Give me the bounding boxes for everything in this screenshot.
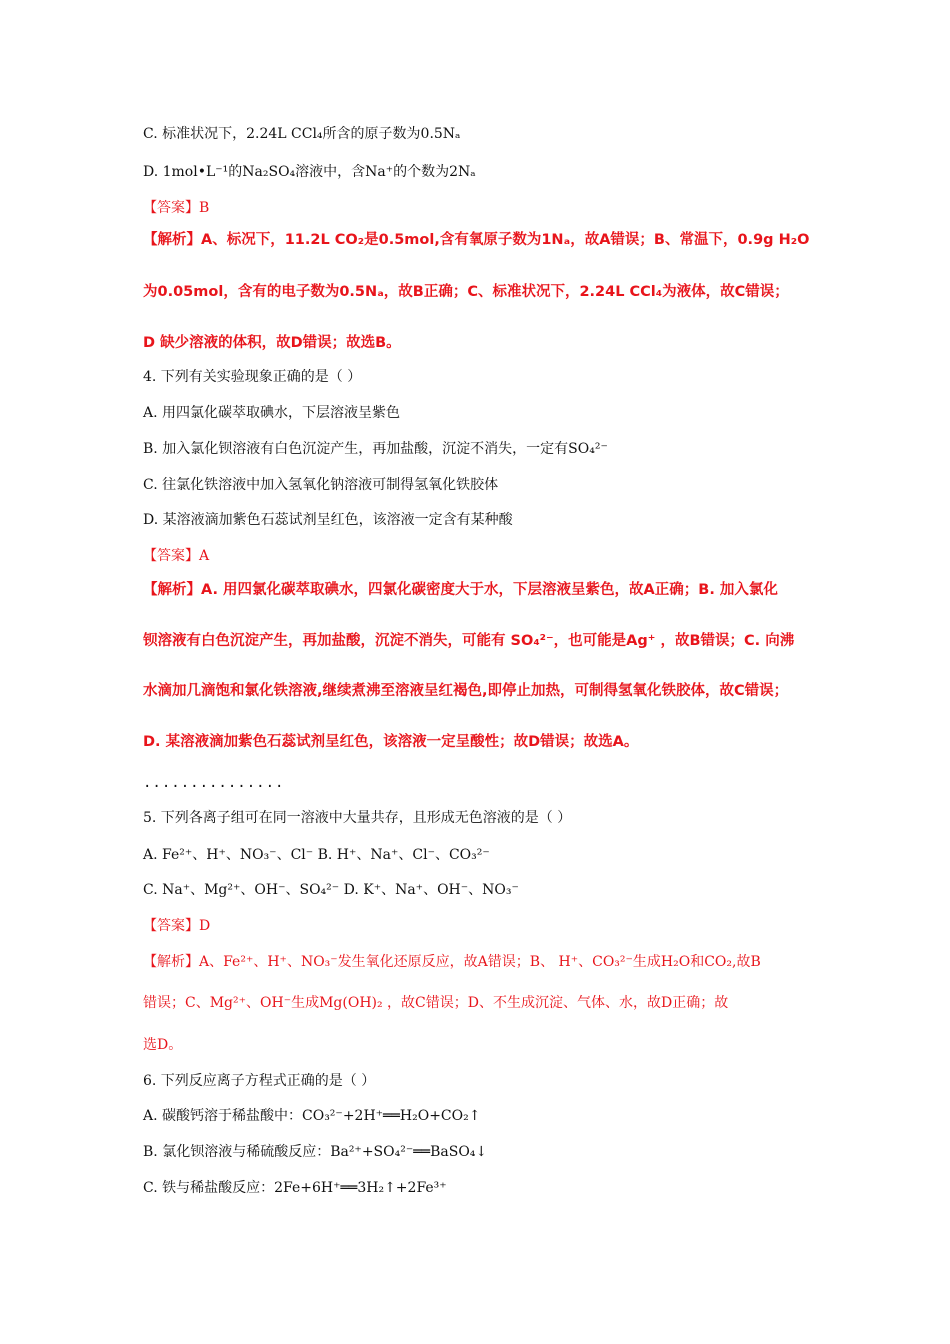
analysis-q5-line2: 错误；C、Mg²⁺、OH⁻生成Mg(OH)₂ ，故C错误；D、不生成沉淀、气体、水，故D正确；故 xyxy=(143,995,729,1011)
analysis-q3-line1: 【解析】A、标况下，11.2L CO₂是0.5mol,含有氧原子数为1Nₐ，故A错误；B、常温下，0.9g H₂O xyxy=(143,232,810,248)
option-b-q6: B. 氯化钡溶液与稀硫酸反应：Ba²⁺+SO₄²⁻══BaSO₄↓ xyxy=(143,1144,488,1160)
option-c-q4: C. 往氯化铁溶液中加入氢氧化钠溶液可制得氢氧化铁胶体 xyxy=(143,477,499,493)
options-ab-q5: A. Fe²⁺、H⁺、NO₃⁻、Cl⁻ B. H⁺、Na⁺、Cl⁻、CO₃²⁻ xyxy=(143,847,490,863)
option-c-q3: C. 标准状况下，2.24L CCl₄所含的原子数为0.5Nₐ xyxy=(143,126,461,142)
option-a-q6: A. 碳酸钙溶于稀盐酸中：CO₃²⁻+2H⁺══H₂O+CO₂↑ xyxy=(143,1108,481,1124)
options-cd-q5: C. Na⁺、Mg²⁺、OH⁻、SO₄²⁻ D. K⁺、Na⁺、OH⁻、NO₃⁻ xyxy=(143,882,519,898)
analysis-q4-line4: D. 某溶液滴加紫色石蕊试剂呈红色，该溶液一定呈酸性；故D错误；故选A。 xyxy=(143,734,639,750)
question-5: 5. 下列各离子组可在同一溶液中大量共存，且形成无色溶液的是（ ） xyxy=(143,810,572,826)
option-a-q4: A. 用四氯化碳萃取碘水，下层溶液呈紫色 xyxy=(143,405,401,421)
analysis-q3-line3: D 缺少溶液的体积，故D错误；故选B。 xyxy=(143,335,401,351)
analysis-q5-line3: 选D。 xyxy=(143,1037,183,1053)
separator-dots: ............... xyxy=(143,775,285,791)
question-6: 6. 下列反应离子方程式正确的是（ ） xyxy=(143,1073,376,1089)
analysis-q3-line2: 为0.05mol，含有的电子数为0.5Nₐ，故B正确；C、标准状况下，2.24L CCl₄为液体，故C错误； xyxy=(143,284,789,300)
analysis-q5-line1: 【解析】A、Fe²⁺、H⁺、NO₃⁻发生氧化还原反应，故A错误；B、 H⁺、CO₃²⁻生成H₂O和CO₂,故B xyxy=(143,954,761,970)
option-d-q4: D. 某溶液滴加紫色石蕊试剂呈红色，该溶液一定含有某种酸 xyxy=(143,512,513,528)
analysis-q4-line1: 【解析】A. 用四氯化碳萃取碘水，四氯化碳密度大于水，下层溶液呈紫色，故A正确；B. 加入氯化 xyxy=(143,582,778,598)
question-4: 4. 下列有关实验现象正确的是（ ） xyxy=(143,369,362,385)
answer-q4: 【答案】A xyxy=(143,548,210,564)
analysis-q4-line3: 水滴加几滴饱和氯化铁溶液,继续煮沸至溶液呈红褐色,即停止加热，可制得氢氧化铁胶体，故C错误； xyxy=(143,683,789,699)
option-b-q4: B. 加入氯化钡溶液有白色沉淀产生，再加盐酸，沉淀不消失，一定有SO₄²⁻ xyxy=(143,441,608,457)
answer-q5: 【答案】D xyxy=(143,918,211,934)
option-c-q6: C. 铁与稀盐酸反应：2Fe+6H⁺══3H₂↑+2Fe³⁺ xyxy=(143,1180,447,1196)
answer-q3: 【答案】B xyxy=(143,200,210,216)
option-d-q3: D. 1mol•L⁻¹的Na₂SO₄溶液中，含Na⁺的个数为2Nₐ xyxy=(143,164,476,180)
analysis-q4-line2: 钡溶液有白色沉淀产生，再加盐酸，沉淀不消失，可能有 SO₄²⁻，也可能是Ag⁺ ，故B错误；C. 向沸 xyxy=(143,633,795,649)
